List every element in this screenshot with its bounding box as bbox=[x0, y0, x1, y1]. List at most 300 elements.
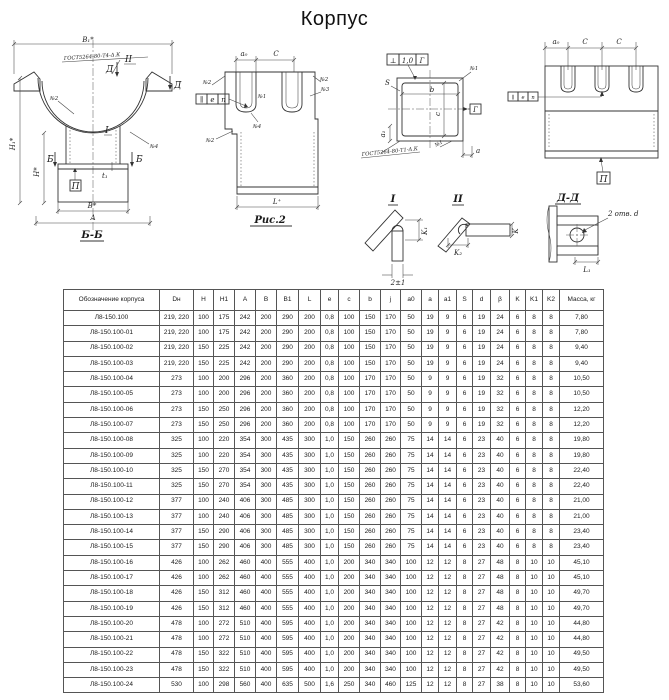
table-cell: 14 bbox=[422, 509, 439, 524]
table-cell: 75 bbox=[401, 479, 422, 494]
table-cell: 170 bbox=[381, 326, 401, 341]
table-cell: 200 bbox=[256, 372, 277, 387]
table-cell: 400 bbox=[256, 632, 277, 647]
table-cell: 6 bbox=[457, 494, 473, 509]
table-cell: 19 bbox=[473, 326, 491, 341]
column-header: K2 bbox=[543, 290, 560, 311]
table-cell: Л8-150.100-10 bbox=[64, 463, 160, 478]
section-b-left: Б bbox=[47, 155, 54, 165]
table-cell: 360 bbox=[277, 387, 299, 402]
table-cell: 100 bbox=[194, 616, 214, 631]
table-cell: 12 bbox=[439, 616, 457, 631]
table-cell: 1,0 bbox=[321, 448, 339, 463]
table-cell: 325 bbox=[160, 433, 194, 448]
table-cell: Л8-150.100-15 bbox=[64, 540, 160, 555]
table-cell: 1,0 bbox=[321, 601, 339, 616]
table-cell: 10 bbox=[543, 647, 560, 662]
dim-a0-right: a₀ bbox=[552, 38, 560, 46]
table-cell: 150 bbox=[194, 479, 214, 494]
table-cell: 290 bbox=[214, 540, 235, 555]
table-cell: 9 bbox=[439, 326, 457, 341]
table-cell: 48 bbox=[491, 555, 510, 570]
table-cell: 8 bbox=[457, 678, 473, 693]
table-cell: 200 bbox=[256, 311, 277, 326]
table-cell: 44,80 bbox=[560, 632, 604, 647]
table-cell: 8 bbox=[526, 509, 543, 524]
table-cell: 200 bbox=[339, 586, 360, 601]
table-cell: 260 bbox=[360, 540, 381, 555]
table-cell: 312 bbox=[214, 601, 235, 616]
view-right-drawing bbox=[508, 38, 658, 185]
table-cell: 10 bbox=[526, 616, 543, 631]
table-cell: Л8-150.100-23 bbox=[64, 662, 160, 677]
table-cell: 8 bbox=[543, 387, 560, 402]
table-cell: 273 bbox=[160, 372, 194, 387]
table-cell: 8 bbox=[510, 632, 526, 647]
table-cell: 44,80 bbox=[560, 616, 604, 631]
table-cell: 12 bbox=[422, 586, 439, 601]
table-cell: 322 bbox=[214, 647, 235, 662]
dim-k2-label: K₂ bbox=[453, 249, 463, 257]
table-cell: 260 bbox=[381, 448, 401, 463]
table-cell: 150 bbox=[339, 540, 360, 555]
table-cell: 6 bbox=[510, 494, 526, 509]
table-cell: 485 bbox=[277, 540, 299, 555]
section-dd-drawing bbox=[547, 193, 639, 274]
weld-box-1: ∥ bbox=[199, 96, 204, 104]
table-cell: 478 bbox=[160, 647, 194, 662]
table-cell: 296 bbox=[235, 418, 256, 433]
table-cell: 150 bbox=[339, 479, 360, 494]
table-cell: 300 bbox=[299, 494, 321, 509]
table-cell: 260 bbox=[360, 448, 381, 463]
table-cell: 50 bbox=[401, 326, 422, 341]
table-cell: 27 bbox=[473, 586, 491, 601]
table-row bbox=[64, 448, 604, 463]
table-cell: 260 bbox=[360, 479, 381, 494]
table-cell: 200 bbox=[214, 387, 235, 402]
table-cell: 6 bbox=[457, 433, 473, 448]
table-cell: 200 bbox=[299, 418, 321, 433]
view-d-right: Д bbox=[174, 81, 182, 91]
column-header: H1 bbox=[214, 290, 235, 311]
detail-2-drawing bbox=[438, 194, 520, 257]
table-cell: 100 bbox=[401, 647, 422, 662]
table-cell: 170 bbox=[381, 387, 401, 402]
detail1-title: I bbox=[390, 194, 396, 205]
table-cell: 260 bbox=[360, 494, 381, 509]
holes-note: 2 отв. d bbox=[608, 210, 639, 218]
table-cell: 9 bbox=[439, 341, 457, 356]
table-cell: 12 bbox=[439, 571, 457, 586]
dim-h-label: H* bbox=[33, 167, 41, 177]
table-cell: 250 bbox=[339, 678, 360, 693]
table-cell: 150 bbox=[194, 356, 214, 371]
table-cell: 400 bbox=[299, 632, 321, 647]
table-cell: 340 bbox=[360, 601, 381, 616]
table-cell: 100 bbox=[339, 341, 360, 356]
table-cell: 595 bbox=[277, 632, 299, 647]
table-cell: 6 bbox=[457, 311, 473, 326]
table-cell: 555 bbox=[277, 586, 299, 601]
dim-l1-label: L₁ bbox=[583, 266, 591, 274]
table-cell: 23,40 bbox=[560, 525, 604, 540]
table-cell: 340 bbox=[360, 555, 381, 570]
table-cell: 200 bbox=[256, 326, 277, 341]
table-cell: 8 bbox=[457, 571, 473, 586]
table-cell: 23 bbox=[473, 540, 491, 555]
table-cell: 8 bbox=[526, 463, 543, 478]
table-cell: 10 bbox=[543, 601, 560, 616]
table-cell: Л8-150.100-18 bbox=[64, 586, 160, 601]
table-cell: 219, 220 bbox=[160, 356, 194, 371]
table-cell: 340 bbox=[360, 647, 381, 662]
dim-a-box: a bbox=[476, 147, 481, 155]
table-cell: Л8-150.100-03 bbox=[64, 356, 160, 371]
table-cell: 8 bbox=[543, 418, 560, 433]
table-cell: 9 bbox=[439, 387, 457, 402]
table-cell: 510 bbox=[235, 647, 256, 662]
table-cell: 24 bbox=[491, 356, 510, 371]
table-cell: 0,8 bbox=[321, 356, 339, 371]
weld-note-box: ГОСТ5264-80-Т1-Δ.К bbox=[361, 146, 419, 158]
table-cell: 27 bbox=[473, 555, 491, 570]
table-cell: 273 bbox=[160, 402, 194, 417]
table-cell: Л8-150.100-08 bbox=[64, 433, 160, 448]
table-cell: 240 bbox=[214, 494, 235, 509]
table-cell: Л8-150.100 bbox=[64, 311, 160, 326]
table-cell: 7,80 bbox=[560, 311, 604, 326]
table-cell: 478 bbox=[160, 632, 194, 647]
table-cell: 340 bbox=[360, 632, 381, 647]
column-header: a bbox=[422, 290, 439, 311]
table-cell: 200 bbox=[214, 372, 235, 387]
table-cell: 300 bbox=[299, 479, 321, 494]
table-cell: 6 bbox=[457, 463, 473, 478]
table-cell: 377 bbox=[160, 540, 194, 555]
table-cell: 8 bbox=[543, 311, 560, 326]
table-cell: 1,0 bbox=[321, 479, 339, 494]
table-cell: 200 bbox=[299, 326, 321, 341]
table-cell: 8 bbox=[526, 525, 543, 540]
section-dd-title: Д-Д bbox=[557, 193, 579, 204]
table-cell: 273 bbox=[160, 418, 194, 433]
table-cell: 170 bbox=[360, 402, 381, 417]
table-cell: 6 bbox=[457, 356, 473, 371]
table-cell: 23 bbox=[473, 463, 491, 478]
table-cell: 100 bbox=[194, 372, 214, 387]
table-cell: 24 bbox=[491, 341, 510, 356]
table-cell: 14 bbox=[422, 540, 439, 555]
table-cell: 220 bbox=[214, 433, 235, 448]
table-cell: 10 bbox=[543, 616, 560, 631]
table-cell: 100 bbox=[339, 356, 360, 371]
table-cell: 6 bbox=[510, 418, 526, 433]
dim-k1-label: K₁ bbox=[421, 226, 429, 236]
table-cell: 170 bbox=[381, 418, 401, 433]
pos-n4-bb: №4 bbox=[150, 144, 159, 150]
table-cell: 1,0 bbox=[321, 494, 339, 509]
table-cell: 262 bbox=[214, 555, 235, 570]
column-header: B1 bbox=[277, 290, 299, 311]
table-cell: 260 bbox=[381, 463, 401, 478]
table-cell: 10 bbox=[526, 601, 543, 616]
table-cell: 300 bbox=[256, 540, 277, 555]
table-cell: 12 bbox=[422, 601, 439, 616]
dim-2pm1-label: 2±1 bbox=[390, 279, 406, 287]
table-cell: 354 bbox=[235, 448, 256, 463]
table-row bbox=[64, 525, 604, 540]
table-cell: 300 bbox=[299, 448, 321, 463]
table-cell: 300 bbox=[256, 463, 277, 478]
table-cell: 100 bbox=[339, 387, 360, 402]
table-cell: 298 bbox=[214, 678, 235, 693]
table-cell: 48 bbox=[491, 571, 510, 586]
table-cell: 200 bbox=[256, 418, 277, 433]
table-cell: 27 bbox=[473, 616, 491, 631]
table-cell: 296 bbox=[235, 402, 256, 417]
table-cell: 10 bbox=[526, 632, 543, 647]
table-cell: 45,10 bbox=[560, 571, 604, 586]
table-cell: 340 bbox=[381, 586, 401, 601]
table-cell: 1,6 bbox=[321, 678, 339, 693]
table-cell: 12 bbox=[422, 678, 439, 693]
table-cell: 8 bbox=[457, 616, 473, 631]
table-cell: 340 bbox=[381, 555, 401, 570]
table-cell: 100 bbox=[401, 662, 422, 677]
dim-b1-label: B₁* bbox=[82, 36, 94, 44]
table-cell: Л8-150.100-24 bbox=[64, 678, 160, 693]
table-cell: 340 bbox=[360, 662, 381, 677]
table-cell: 6 bbox=[510, 356, 526, 371]
table-cell: 240 bbox=[214, 509, 235, 524]
table-cell: 377 bbox=[160, 494, 194, 509]
table-cell: 8 bbox=[510, 586, 526, 601]
table-cell: 300 bbox=[299, 540, 321, 555]
table-cell: 400 bbox=[256, 616, 277, 631]
table-cell: 200 bbox=[339, 555, 360, 570]
table-cell: 100 bbox=[194, 448, 214, 463]
column-header: d bbox=[473, 290, 491, 311]
engineering-drawings bbox=[0, 34, 669, 288]
table-cell: 100 bbox=[339, 418, 360, 433]
table-cell: 1,0 bbox=[321, 586, 339, 601]
table-cell: 12 bbox=[422, 555, 439, 570]
table-cell: 27 bbox=[473, 662, 491, 677]
table-cell: 8 bbox=[526, 418, 543, 433]
table-cell: 42 bbox=[491, 647, 510, 662]
table-cell: 485 bbox=[277, 525, 299, 540]
table-cell: 290 bbox=[277, 311, 299, 326]
table-cell: 340 bbox=[360, 678, 381, 693]
table-cell: 14 bbox=[439, 433, 457, 448]
table-cell: 6 bbox=[457, 418, 473, 433]
table-cell: 1,0 bbox=[321, 463, 339, 478]
table-cell: 50 bbox=[401, 418, 422, 433]
table-cell: 6 bbox=[457, 509, 473, 524]
table-cell: 1,0 bbox=[321, 540, 339, 555]
table-cell: 8 bbox=[510, 555, 526, 570]
column-header: a1 bbox=[439, 290, 457, 311]
table-cell: 325 bbox=[160, 479, 194, 494]
dim-h1-label: H₁* bbox=[9, 137, 17, 151]
table-cell: 200 bbox=[299, 372, 321, 387]
table-cell: 290 bbox=[214, 525, 235, 540]
table-cell: 200 bbox=[339, 616, 360, 631]
table-cell: 170 bbox=[381, 372, 401, 387]
table-cell: 8 bbox=[543, 479, 560, 494]
table-cell: 12 bbox=[422, 662, 439, 677]
table-cell: 150 bbox=[339, 494, 360, 509]
page-title: Корпус bbox=[300, 8, 369, 30]
column-header: H bbox=[194, 290, 214, 311]
table-cell: Л8-150.100-04 bbox=[64, 372, 160, 387]
table-cell: 225 bbox=[214, 341, 235, 356]
table-cell: 300 bbox=[256, 525, 277, 540]
table-cell: 14 bbox=[422, 448, 439, 463]
view-bb-drawing bbox=[9, 36, 182, 241]
table-cell: 510 bbox=[235, 616, 256, 631]
table-cell: Л8-150.100-09 bbox=[64, 448, 160, 463]
table-cell: 200 bbox=[256, 356, 277, 371]
table-cell: 75 bbox=[401, 540, 422, 555]
table-cell: 10 bbox=[543, 571, 560, 586]
table-cell: 290 bbox=[277, 326, 299, 341]
column-header: a0 bbox=[401, 290, 422, 311]
table-cell: 8 bbox=[526, 433, 543, 448]
table-cell: 340 bbox=[381, 601, 401, 616]
column-header: Обозначение корпуса bbox=[64, 290, 160, 311]
view-fig2-drawing bbox=[196, 50, 330, 226]
table-cell: 0,8 bbox=[321, 418, 339, 433]
table-cell: 242 bbox=[235, 356, 256, 371]
table-row bbox=[64, 678, 604, 693]
dim-a1-box: a₁ bbox=[379, 130, 387, 138]
table-row bbox=[64, 387, 604, 402]
table-cell: 75 bbox=[401, 463, 422, 478]
table-cell: 170 bbox=[360, 387, 381, 402]
table-cell: 9 bbox=[439, 311, 457, 326]
table-cell: 6 bbox=[457, 540, 473, 555]
table-cell: 555 bbox=[277, 601, 299, 616]
dim-b-label: B* bbox=[87, 202, 97, 210]
table-cell: 150 bbox=[360, 311, 381, 326]
table-cell: 150 bbox=[360, 341, 381, 356]
table-cell: 400 bbox=[256, 601, 277, 616]
table-cell: 340 bbox=[381, 616, 401, 631]
table-cell: 170 bbox=[360, 418, 381, 433]
table-cell: 219, 220 bbox=[160, 341, 194, 356]
table-cell: Л8-150.100-07 bbox=[64, 418, 160, 433]
table-cell: Л8-150.100-11 bbox=[64, 479, 160, 494]
dim-c2-right: C bbox=[616, 38, 622, 46]
table-cell: 325 bbox=[160, 463, 194, 478]
table-cell: 32 bbox=[491, 387, 510, 402]
table-cell: 1,0 bbox=[321, 571, 339, 586]
table-cell: 23,40 bbox=[560, 540, 604, 555]
table-cell: 50 bbox=[401, 372, 422, 387]
table-cell: 12,20 bbox=[560, 402, 604, 417]
table-cell: 290 bbox=[277, 341, 299, 356]
table-cell: 8 bbox=[543, 402, 560, 417]
dim-c1-right: C bbox=[582, 38, 588, 46]
table-cell: 426 bbox=[160, 555, 194, 570]
column-header: L bbox=[299, 290, 321, 311]
table-cell: 8 bbox=[457, 586, 473, 601]
table-cell: 8 bbox=[526, 540, 543, 555]
table-cell: 53,60 bbox=[560, 678, 604, 693]
table-cell: 21,00 bbox=[560, 509, 604, 524]
table-cell: 19 bbox=[473, 402, 491, 417]
table-cell: 49,70 bbox=[560, 601, 604, 616]
table-cell: 322 bbox=[214, 662, 235, 677]
table-cell: 150 bbox=[339, 448, 360, 463]
table-cell: 23 bbox=[473, 479, 491, 494]
table-row bbox=[64, 311, 604, 326]
table-cell: 6 bbox=[457, 402, 473, 417]
table-cell: 6 bbox=[457, 326, 473, 341]
table-cell: 9 bbox=[422, 418, 439, 433]
table-cell: 175 bbox=[214, 326, 235, 341]
table-cell: 12 bbox=[439, 678, 457, 693]
dim-l-fig2: L⁺ bbox=[272, 198, 282, 206]
table-cell: 100 bbox=[194, 311, 214, 326]
table-cell: 460 bbox=[235, 571, 256, 586]
pos-n2-bb: №2 bbox=[50, 96, 59, 102]
table-row bbox=[64, 463, 604, 478]
table-cell: 75 bbox=[401, 494, 422, 509]
pos-n4: №4 bbox=[253, 124, 262, 130]
table-cell: 19,80 bbox=[560, 433, 604, 448]
table-cell: 45,10 bbox=[560, 555, 604, 570]
table-cell: 555 bbox=[277, 571, 299, 586]
table-cell: 6 bbox=[457, 387, 473, 402]
table-row bbox=[64, 418, 604, 433]
table-cell: 42 bbox=[491, 662, 510, 677]
table-cell: 10 bbox=[526, 586, 543, 601]
table-cell: 27 bbox=[473, 647, 491, 662]
table-cell: 200 bbox=[339, 632, 360, 647]
table-cell: 1,0 bbox=[321, 647, 339, 662]
table-cell: 150 bbox=[194, 540, 214, 555]
table-cell: 6 bbox=[457, 372, 473, 387]
table-cell: 260 bbox=[381, 494, 401, 509]
table-cell: 8 bbox=[543, 341, 560, 356]
table-cell: 8 bbox=[526, 341, 543, 356]
table-cell: 100 bbox=[401, 632, 422, 647]
pos-n2b: №2 bbox=[320, 77, 329, 83]
table-cell: 400 bbox=[299, 586, 321, 601]
table-cell: 8 bbox=[543, 494, 560, 509]
table-cell: 400 bbox=[256, 647, 277, 662]
table-cell: 460 bbox=[235, 586, 256, 601]
column-header: j bbox=[381, 290, 401, 311]
table-cell: 10 bbox=[543, 586, 560, 601]
detail1-mark: I bbox=[105, 126, 109, 136]
table-cell: 9 bbox=[422, 387, 439, 402]
table-cell: 510 bbox=[235, 632, 256, 647]
table-cell: 8 bbox=[510, 662, 526, 677]
table-cell: 100 bbox=[339, 311, 360, 326]
table-cell: 19 bbox=[422, 341, 439, 356]
table-row bbox=[64, 341, 604, 356]
table-cell: 0,8 bbox=[321, 311, 339, 326]
table-cell: 260 bbox=[360, 525, 381, 540]
table-cell: Л8-150.100-19 bbox=[64, 601, 160, 616]
table-cell: 400 bbox=[299, 647, 321, 662]
dim-a-label: A bbox=[90, 214, 96, 222]
table-cell: 27 bbox=[473, 601, 491, 616]
